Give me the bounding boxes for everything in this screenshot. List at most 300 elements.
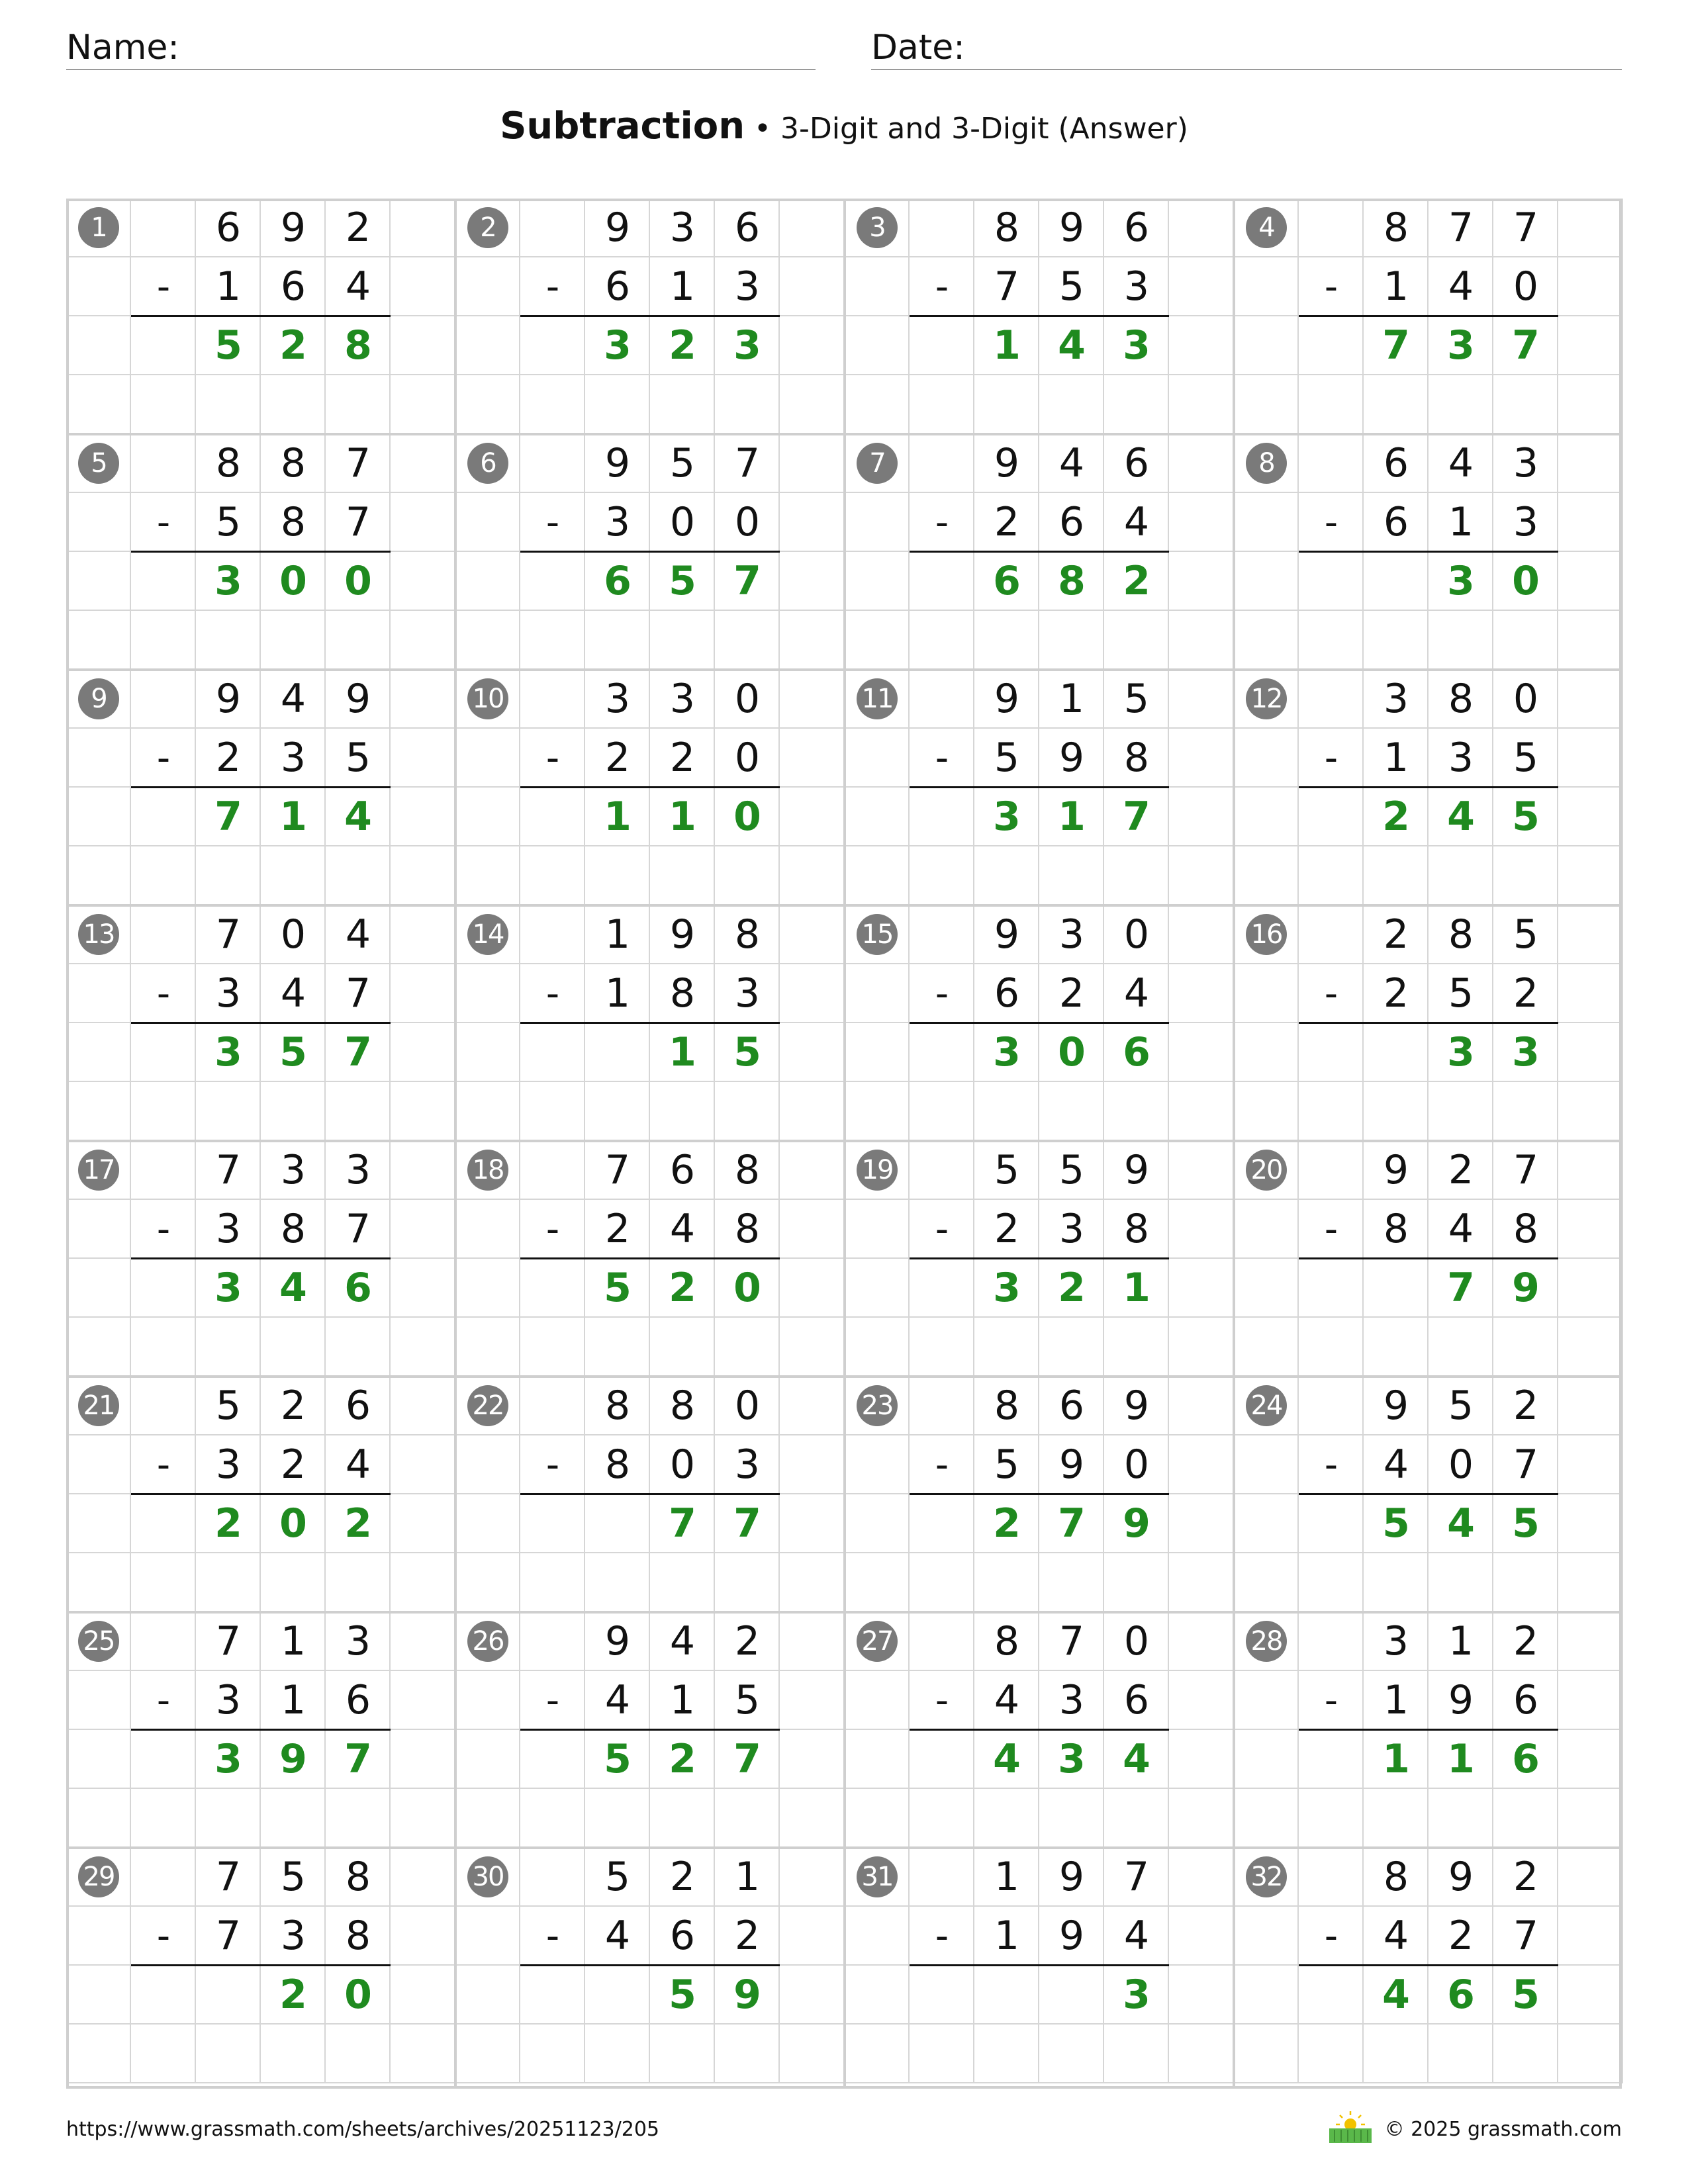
subtrahend-digit: 3 <box>280 1913 306 1959</box>
date-field[interactable] <box>871 24 1622 70</box>
minuend-digit: 5 <box>669 440 696 486</box>
minuend-digit: 3 <box>1058 911 1085 958</box>
problem-number-badge: 19 <box>857 1150 898 1191</box>
answer-digit: 0 <box>279 1500 307 1547</box>
subtrahend-digit: 4 <box>1448 263 1474 310</box>
subtrahend-digit: 9 <box>1058 735 1085 781</box>
subtrahend-digit: 7 <box>345 1206 371 1252</box>
answer-digit: 6 <box>1447 1972 1475 2018</box>
subtrahend-digit: 1 <box>669 1677 696 1723</box>
problem-number-badge: 11 <box>857 678 898 719</box>
subtrahend-digit: 8 <box>604 1441 631 1488</box>
answer-digit: 5 <box>669 1972 696 2018</box>
minuend-digit: 2 <box>1383 911 1409 958</box>
problem-number-badge: 20 <box>1246 1150 1287 1191</box>
answer-digit: 1 <box>1123 1265 1150 1311</box>
minus-sign: - <box>935 1679 949 1722</box>
problem-number-badge: 30 <box>467 1856 508 1897</box>
answer-digit: 5 <box>604 1736 632 1782</box>
minuend-digit: 9 <box>215 676 242 722</box>
answer-digit: 3 <box>1123 322 1150 369</box>
minuend-digit: 7 <box>215 1147 242 1193</box>
subtrahend-digit: 3 <box>215 1441 242 1488</box>
answer-digit: 7 <box>1447 1265 1475 1311</box>
minus-sign: - <box>545 1208 560 1251</box>
subtrahend-digit: 8 <box>280 1206 306 1252</box>
answer-digit: 9 <box>1123 1500 1150 1547</box>
answer-digit: 2 <box>1123 558 1150 604</box>
minuend-digit: 7 <box>604 1147 631 1193</box>
minuend-digit: 7 <box>1058 1618 1085 1664</box>
subtrahend-digit: 7 <box>345 970 371 1017</box>
minuend-digit: 6 <box>669 1147 696 1193</box>
subtrahend-digit: 6 <box>1058 499 1085 545</box>
answer-digit: 5 <box>669 558 696 604</box>
answer-digit: 5 <box>1512 1972 1540 2018</box>
answer-digit: 3 <box>214 558 242 604</box>
answer-digit: 0 <box>1058 1029 1086 1075</box>
subtrahend-digit: 0 <box>1513 263 1539 310</box>
minuend-digit: 9 <box>1058 205 1085 251</box>
minus-sign: - <box>545 1679 560 1722</box>
answer-digit: 4 <box>1447 794 1475 840</box>
problem-number-badge: 25 <box>78 1621 119 1662</box>
subtrahend-digit: 3 <box>734 263 761 310</box>
answer-digit: 4 <box>1123 1736 1150 1782</box>
minuend-digit: 9 <box>280 205 306 251</box>
subtrahend-digit: 2 <box>1383 970 1409 1017</box>
subtrahend-digit: 6 <box>1513 1677 1539 1723</box>
subtrahend-digit: 7 <box>215 1913 242 1959</box>
answer-digit: 4 <box>344 794 372 840</box>
answer-digit: 0 <box>344 1972 372 2018</box>
subtrahend-digit: 4 <box>604 1913 631 1959</box>
answer-digit: 6 <box>993 558 1021 604</box>
minuend-digit: 8 <box>734 911 761 958</box>
minuend-digit: 2 <box>345 205 371 251</box>
minuend-digit: 5 <box>1123 676 1150 722</box>
minuend-digit: 9 <box>994 676 1020 722</box>
minuend-digit: 3 <box>280 1147 306 1193</box>
problem-number-badge: 32 <box>1246 1856 1287 1897</box>
subtrahend-digit: 8 <box>280 499 306 545</box>
answer-digit: 7 <box>1382 322 1410 369</box>
subtrahend-digit: 4 <box>280 970 306 1017</box>
minuend-digit: 8 <box>215 440 242 486</box>
subtrahend-digit: 4 <box>1123 970 1150 1017</box>
subtrahend-digit: 2 <box>280 1441 306 1488</box>
minuend-digit: 1 <box>994 1854 1020 1900</box>
answer-digit: 5 <box>733 1029 761 1075</box>
subtrahend-digit: 5 <box>994 735 1020 781</box>
minuend-digit: 3 <box>1383 1618 1409 1664</box>
minuend-digit: 8 <box>345 1854 371 1900</box>
problem-number-badge: 18 <box>467 1150 508 1191</box>
subtrahend-digit: 6 <box>1383 499 1409 545</box>
minuend-digit: 6 <box>215 205 242 251</box>
minuend-digit: 6 <box>734 205 761 251</box>
answer-digit: 2 <box>279 322 307 369</box>
subtrahend-digit: 5 <box>345 735 371 781</box>
minus-sign: - <box>545 1443 560 1486</box>
answer-digit: 5 <box>1512 1500 1540 1547</box>
answer-digit: 7 <box>733 1736 761 1782</box>
problem-number-badge: 17 <box>78 1150 119 1191</box>
subtrahend-digit: 9 <box>1058 1913 1085 1959</box>
answer-digit: 7 <box>1512 322 1540 369</box>
problem-number-badge: 9 <box>78 678 119 719</box>
minuend-digit: 9 <box>1448 1854 1474 1900</box>
minuend-digit: 1 <box>1058 676 1085 722</box>
minuend-digit: 6 <box>1058 1383 1085 1429</box>
minuend-digit: 9 <box>1383 1147 1409 1193</box>
subtrahend-digit: 3 <box>604 499 631 545</box>
minuend-digit: 2 <box>669 1854 696 1900</box>
answer-digit: 3 <box>214 1736 242 1782</box>
subtrahend-digit: 6 <box>669 1913 696 1959</box>
name-label: Name: <box>66 28 179 68</box>
answer-digit: 1 <box>1382 1736 1410 1782</box>
subtrahend-digit: 6 <box>604 263 631 310</box>
subtrahend-digit: 6 <box>994 970 1020 1017</box>
problem-number-badge: 8 <box>1246 443 1287 484</box>
answer-digit: 3 <box>1447 322 1475 369</box>
minuend-digit: 5 <box>604 1854 631 1900</box>
subtrahend-digit: 4 <box>1383 1913 1409 1959</box>
subtrahend-digit: 2 <box>994 1206 1020 1252</box>
subtrahend-digit: 8 <box>1123 1206 1150 1252</box>
minuend-digit: 7 <box>1448 205 1474 251</box>
minuend-digit: 3 <box>345 1618 371 1664</box>
answer-digit: 5 <box>279 1029 307 1075</box>
problem-number-badge: 7 <box>857 443 898 484</box>
name-field[interactable] <box>66 24 816 70</box>
answer-digit: 9 <box>1512 1265 1540 1311</box>
minuend-digit: 9 <box>669 911 696 958</box>
minuend-digit: 7 <box>345 440 371 486</box>
answer-digit: 6 <box>604 558 632 604</box>
subtrahend-digit: 3 <box>215 1206 242 1252</box>
problem-number-badge: 2 <box>467 207 508 248</box>
minuend-digit: 7 <box>1513 205 1539 251</box>
minus-sign: - <box>545 737 560 780</box>
answer-digit: 4 <box>1447 1500 1475 1547</box>
answer-digit: 2 <box>279 1972 307 2018</box>
minus-sign: - <box>1324 1208 1338 1251</box>
answer-digit: 7 <box>733 558 761 604</box>
answer-digit: 1 <box>993 322 1021 369</box>
minuend-digit: 7 <box>1123 1854 1150 1900</box>
problem-number-badge: 12 <box>1246 678 1287 719</box>
minuend-digit: 8 <box>280 440 306 486</box>
minuend-digit: 8 <box>669 1383 696 1429</box>
answer-digit: 1 <box>604 794 632 840</box>
title-main: Subtraction <box>500 105 745 148</box>
problem-number-badge: 21 <box>78 1385 119 1426</box>
answer-digit: 1 <box>669 1029 696 1075</box>
subtrahend-digit: 7 <box>345 499 371 545</box>
minus-sign: - <box>156 1915 171 1958</box>
answer-digit: 3 <box>214 1029 242 1075</box>
answer-digit: 7 <box>1123 794 1150 840</box>
subtrahend-digit: 3 <box>1448 735 1474 781</box>
answer-digit: 9 <box>279 1736 307 1782</box>
minuend-digit: 6 <box>1123 205 1150 251</box>
subtrahend-digit: 4 <box>1123 1913 1150 1959</box>
footer-copyright: © 2025 grassmath.com <box>1384 2118 1622 2141</box>
subtrahend-digit: 2 <box>215 735 242 781</box>
subtrahend-digit: 6 <box>345 1677 371 1723</box>
minus-sign: - <box>1324 501 1338 544</box>
minuend-digit: 9 <box>604 1618 631 1664</box>
answer-digit: 3 <box>1058 1736 1086 1782</box>
answer-digit: 3 <box>993 794 1021 840</box>
subtrahend-digit: 3 <box>1513 499 1539 545</box>
subtrahend-digit: 8 <box>1123 735 1150 781</box>
minuend-digit: 2 <box>1513 1618 1539 1664</box>
answer-digit: 1 <box>1447 1736 1475 1782</box>
minuend-digit: 0 <box>734 676 761 722</box>
answer-digit: 2 <box>669 1736 696 1782</box>
answer-digit: 2 <box>1058 1265 1086 1311</box>
answer-digit: 6 <box>344 1265 372 1311</box>
subtrahend-digit: 3 <box>1123 263 1150 310</box>
subtrahend-digit: 1 <box>1383 735 1409 781</box>
answer-digit: 7 <box>1058 1500 1086 1547</box>
subtrahend-digit: 7 <box>1513 1913 1539 1959</box>
minuend-digit: 9 <box>1383 1383 1409 1429</box>
answer-digit: 5 <box>604 1265 632 1311</box>
subtrahend-digit: 0 <box>1448 1441 1474 1488</box>
answer-digit: 4 <box>1058 322 1086 369</box>
minuend-digit: 3 <box>1513 440 1539 486</box>
subtrahend-digit: 1 <box>1383 263 1409 310</box>
subtrahend-digit: 3 <box>1058 1206 1085 1252</box>
minuend-digit: 8 <box>604 1383 631 1429</box>
sun-over-grass-icon <box>1327 2110 1374 2144</box>
minus-sign: - <box>545 501 560 544</box>
answer-digit: 7 <box>344 1736 372 1782</box>
problem-number-badge: 6 <box>467 443 508 484</box>
footer-url[interactable]: https://www.grassmath.com/sheets/archives/20251123/205 <box>66 2118 660 2141</box>
minus-sign: - <box>545 265 560 308</box>
answer-digit: 0 <box>733 1265 761 1311</box>
minuend-digit: 7 <box>215 1854 242 1900</box>
subtrahend-digit: 8 <box>669 970 696 1017</box>
answer-digit: 3 <box>1512 1029 1540 1075</box>
subtrahend-digit: 5 <box>1058 263 1085 310</box>
minuend-digit: 7 <box>1513 1147 1539 1193</box>
subtrahend-digit: 2 <box>669 735 696 781</box>
answer-digit: 6 <box>1512 1736 1540 1782</box>
minuend-digit: 5 <box>1513 911 1539 958</box>
answer-digit: 2 <box>993 1500 1021 1547</box>
answer-digit: 1 <box>669 794 696 840</box>
subtrahend-digit: 2 <box>734 1913 761 1959</box>
problem-number-badge: 29 <box>78 1856 119 1897</box>
minuend-digit: 9 <box>604 440 631 486</box>
minuend-digit: 9 <box>994 440 1020 486</box>
title-sub: • 3-Digit and 3-Digit (Answer) <box>745 112 1188 146</box>
answer-digit: 1 <box>279 794 307 840</box>
answer-digit: 7 <box>344 1029 372 1075</box>
answer-digit: 1 <box>1058 794 1086 840</box>
answer-digit: 3 <box>604 322 632 369</box>
subtrahend-digit: 1 <box>994 1913 1020 1959</box>
answer-digit: 0 <box>733 794 761 840</box>
minuend-digit: 1 <box>280 1618 306 1664</box>
minuend-digit: 8 <box>1448 911 1474 958</box>
subtrahend-digit: 2 <box>604 735 631 781</box>
subtrahend-digit: 7 <box>1513 1441 1539 1488</box>
subtrahend-digit: 3 <box>734 1441 761 1488</box>
problem-number-badge: 28 <box>1246 1621 1287 1662</box>
subtrahend-digit: 2 <box>1513 970 1539 1017</box>
worksheet-title <box>0 105 1688 148</box>
subtrahend-digit: 3 <box>734 970 761 1017</box>
answer-digit: 7 <box>669 1500 696 1547</box>
answer-digit: 3 <box>993 1265 1021 1311</box>
minuend-digit: 6 <box>345 1383 371 1429</box>
subtrahend-digit: 0 <box>669 499 696 545</box>
subtrahend-digit: 8 <box>734 1206 761 1252</box>
minus-sign: - <box>156 265 171 308</box>
answer-digit: 5 <box>1382 1500 1410 1547</box>
minus-sign: - <box>1324 1443 1338 1486</box>
minus-sign: - <box>935 972 949 1015</box>
minuend-digit: 5 <box>1058 1147 1085 1193</box>
minuend-digit: 3 <box>1383 676 1409 722</box>
problem-number-badge: 31 <box>857 1856 898 1897</box>
subtrahend-digit: 0 <box>1123 1441 1150 1488</box>
subtrahend-digit: 2 <box>604 1206 631 1252</box>
problem-number-badge: 3 <box>857 207 898 248</box>
minus-sign: - <box>935 1915 949 1958</box>
minuend-digit: 1 <box>604 911 631 958</box>
minuend-digit: 7 <box>734 440 761 486</box>
minuend-digit: 9 <box>994 911 1020 958</box>
answer-digit: 7 <box>214 794 242 840</box>
minuend-digit: 5 <box>994 1147 1020 1193</box>
minuend-digit: 6 <box>1123 440 1150 486</box>
subtrahend-digit: 2 <box>1058 970 1085 1017</box>
minus-sign: - <box>1324 265 1338 308</box>
answer-digit: 3 <box>1123 1972 1150 2018</box>
minuend-digit: 2 <box>1513 1383 1539 1429</box>
problem-number-badge: 4 <box>1246 207 1287 248</box>
subtrahend-digit: 6 <box>1123 1677 1150 1723</box>
answer-digit: 3 <box>1447 1029 1475 1075</box>
minuend-digit: 9 <box>345 676 371 722</box>
minuend-digit: 8 <box>734 1147 761 1193</box>
minuend-digit: 9 <box>1058 1854 1085 1900</box>
answer-digit: 2 <box>669 1265 696 1311</box>
minuend-digit: 9 <box>604 205 631 251</box>
minuend-digit: 9 <box>1123 1147 1150 1193</box>
minuend-digit: 2 <box>734 1618 761 1664</box>
answer-digit: 4 <box>993 1736 1021 1782</box>
problem-number-badge: 15 <box>857 914 898 955</box>
problem-number-badge: 27 <box>857 1621 898 1662</box>
minuend-digit: 7 <box>215 911 242 958</box>
minuend-digit: 9 <box>1123 1383 1150 1429</box>
subtrahend-digit: 1 <box>1448 499 1474 545</box>
answer-digit: 5 <box>214 322 242 369</box>
answer-digit: 2 <box>344 1500 372 1547</box>
subtrahend-digit: 0 <box>734 735 761 781</box>
minuend-digit: 0 <box>734 1383 761 1429</box>
answer-digit: 7 <box>733 1500 761 1547</box>
answer-digit: 8 <box>344 322 372 369</box>
minuend-digit: 1 <box>734 1854 761 1900</box>
minuend-digit: 7 <box>215 1618 242 1664</box>
minus-sign: - <box>1324 737 1338 780</box>
minuend-digit: 4 <box>669 1618 696 1664</box>
answer-digit: 5 <box>1512 794 1540 840</box>
subtrahend-digit: 1 <box>215 263 242 310</box>
subtrahend-digit: 1 <box>669 263 696 310</box>
problem-number-badge: 10 <box>467 678 508 719</box>
minuend-digit: 8 <box>994 1383 1020 1429</box>
minuend-digit: 4 <box>280 676 306 722</box>
minus-sign: - <box>1324 1915 1338 1958</box>
subtrahend-digit: 4 <box>345 263 371 310</box>
answer-digit: 3 <box>1447 558 1475 604</box>
subtrahend-digit: 2 <box>994 499 1020 545</box>
subtrahend-digit: 7 <box>994 263 1020 310</box>
subtrahend-digit: 0 <box>734 499 761 545</box>
subtrahend-digit: 5 <box>215 499 242 545</box>
subtrahend-digit: 8 <box>345 1913 371 1959</box>
subtrahend-digit: 1 <box>280 1677 306 1723</box>
subtrahend-digit: 4 <box>669 1206 696 1252</box>
minuend-digit: 5 <box>1448 1383 1474 1429</box>
minus-sign: - <box>156 501 171 544</box>
minus-sign: - <box>935 737 949 780</box>
minuend-digit: 1 <box>1448 1618 1474 1664</box>
subtrahend-digit: 5 <box>994 1441 1020 1488</box>
subtrahend-digit: 2 <box>1448 1913 1474 1959</box>
minuend-digit: 0 <box>280 911 306 958</box>
answer-digit: 3 <box>733 322 761 369</box>
subtrahend-digit: 5 <box>1448 970 1474 1017</box>
answer-digit: 2 <box>1382 794 1410 840</box>
problem-number-badge: 16 <box>1246 914 1287 955</box>
problem-number-badge: 24 <box>1246 1385 1287 1426</box>
minuend-digit: 5 <box>215 1383 242 1429</box>
answer-digit: 2 <box>214 1500 242 1547</box>
minus-sign: - <box>156 1208 171 1251</box>
subtrahend-digit: 4 <box>994 1677 1020 1723</box>
problem-number-badge: 1 <box>78 207 119 248</box>
minuend-digit: 0 <box>1123 911 1150 958</box>
minus-sign: - <box>156 1679 171 1722</box>
problem-number-badge: 23 <box>857 1385 898 1426</box>
minuend-digit: 8 <box>994 205 1020 251</box>
minuend-digit: 2 <box>1448 1147 1474 1193</box>
subtrahend-digit: 1 <box>604 970 631 1017</box>
subtrahend-digit: 5 <box>1513 735 1539 781</box>
minuend-digit: 0 <box>1123 1618 1150 1664</box>
minus-sign: - <box>545 1915 560 1958</box>
answer-digit: 9 <box>733 1972 761 2018</box>
subtrahend-digit: 4 <box>1123 499 1150 545</box>
minuend-digit: 8 <box>1383 205 1409 251</box>
subtrahend-digit: 9 <box>1448 1677 1474 1723</box>
subtrahend-digit: 3 <box>1058 1677 1085 1723</box>
minuend-digit: 6 <box>1383 440 1409 486</box>
answer-digit: 0 <box>279 558 307 604</box>
